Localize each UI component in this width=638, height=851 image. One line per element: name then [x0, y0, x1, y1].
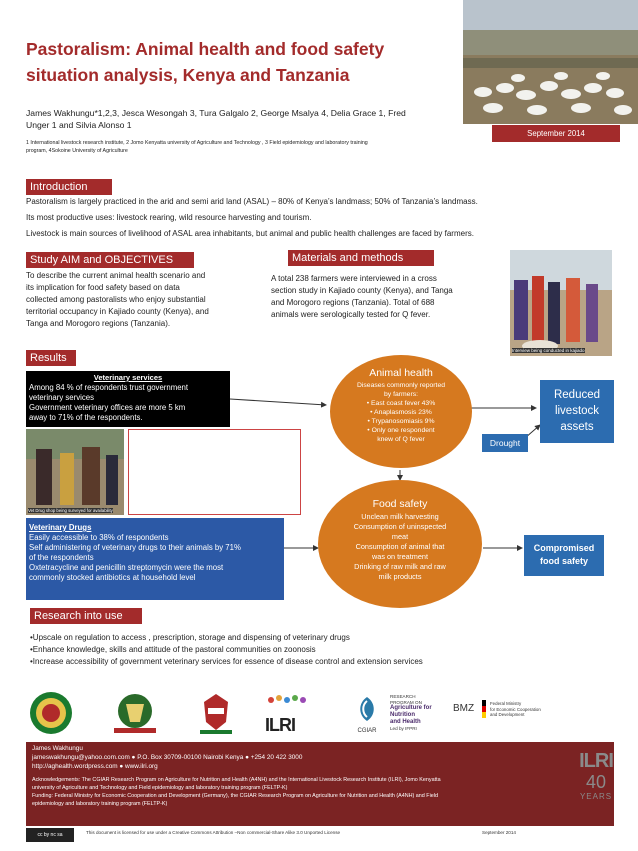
a4nh-text: Nutrition: [390, 712, 415, 718]
date-badge: September 2014: [492, 125, 620, 142]
methods-line: section study in Kajiado county (Kenya), and Tanga: [271, 286, 453, 295]
food-safety-line: was on treatment: [372, 552, 428, 561]
methods-line: and Morogoro regions (Tanzania). Total of 688: [271, 298, 435, 307]
results-heading: Results: [26, 350, 76, 366]
a4nh-text: Agriculture for: [390, 705, 432, 711]
food-safety-line: Consumption of animal that: [355, 542, 445, 551]
vet-drugs-line: of the respondents: [29, 553, 94, 562]
food-safety-line: milk products: [378, 572, 422, 581]
a4nh-text: PROGRAM ON: [390, 699, 422, 705]
a4nh-text: RESEARCH: [390, 694, 416, 699]
title-line-1: Pastoralism: Animal health and food safety: [26, 39, 385, 59]
cc-license-badge: cc by nc sa: [26, 828, 74, 842]
a4nh-text: and Health: [390, 719, 421, 725]
disease-text: Only one respondent: [371, 427, 435, 434]
ilri-40-years-logo: [566, 750, 626, 802]
methods-line: A total 238 farmers were interviewed in a cross: [271, 274, 437, 283]
interview-photo-caption: Interview being conducted in kajiado: [512, 348, 585, 353]
food-safety-line: Unclean milk harvesting: [361, 512, 439, 521]
a4nh-text: Led by IFPRI: [390, 726, 417, 731]
disease-text: Anaplasmosis 23%: [374, 409, 432, 416]
a4nh-logo: [390, 694, 440, 738]
food-safety-line: Drinking of raw milk and raw: [354, 562, 446, 571]
animal-health-sub2: by farmers:: [384, 391, 418, 398]
research-bullet: •Enhance knowledge, skills and attitude of the pastoral communities on zoonosis: [30, 645, 316, 654]
animal-health-sub1: Diseases commonly reported: [356, 382, 446, 389]
vet-services-line: veterinary services: [29, 393, 94, 402]
intro-line-2: Its most productive uses: livestock rearing, wild resource harvesting and tourism.: [26, 213, 312, 222]
disease-item: • Trypanosomiasis 9%: [367, 418, 435, 425]
aim-line: territorial occupancy in Kajiado county (Kenya), and: [26, 307, 209, 316]
food-safety-title: Food safety: [372, 498, 428, 510]
aim-line: collected among pastoralists who enjoy substantial: [26, 295, 206, 304]
ilri-40-number: 40: [585, 772, 607, 792]
vet-services-line: Government veterinary offices are more 5 km: [29, 403, 186, 412]
kenya-coat-of-arms: [196, 690, 236, 736]
footer-ack: university of Agriculture and Technology and Field epidemiology and laboratory training program (FELTP-K): [32, 785, 288, 791]
reduced-livestock-box: [540, 380, 614, 443]
cgiar-text: CGIAR: [357, 728, 377, 734]
disease-text: Trypanosomiasis 9%: [371, 418, 435, 425]
bmz-ministry-text: [490, 701, 560, 718]
ilri-logo: [265, 690, 315, 736]
jkuat-logo: [26, 690, 76, 736]
vet-services-title: Veterinary services: [93, 373, 163, 382]
aim-line: Tanga and Morogoro regions (Tanzania).: [26, 319, 171, 328]
authors-line-1: James Wakhungu*1,2,3, Jesca Wesongah 3, Tura Galgalo 2, George Msalya 4, Delia Grace 1, Fred: [26, 108, 406, 118]
vet-services-line: away to 71% of the respondents.: [29, 413, 143, 422]
bmz-line: and Development: [490, 712, 525, 717]
intro-line-3: Livestock is main sources of livelihood of ASAL area inhabitants, but animal and public health challenges are faced by farmers.: [26, 229, 474, 238]
reduced-line: livestock: [554, 405, 600, 417]
research-bullet: •Increase accessibility of government veterinary services for essence of disease control and extension services: [30, 657, 423, 666]
german-flag-gold: [482, 712, 486, 718]
methods-line: animals were serologically tested for Q fever.: [271, 310, 431, 319]
drought-box: Drought: [482, 434, 528, 452]
disease-item: • East coast fever 43%: [366, 400, 436, 407]
authors-line-2: Unger 1 and Silvia Alonso 1: [26, 120, 132, 130]
vet-services-line: Among 84 % of respondents trust government: [29, 383, 189, 392]
compromised-line: food safety: [539, 556, 588, 566]
title-line-2: situation analysis, Kenya and Tanzania: [26, 65, 350, 85]
food-safety-line: Consumption of uninspected: [353, 522, 447, 531]
drug-shop-caption: Vet Drug shop being surveyed for availability: [28, 508, 113, 513]
affil-line-2: program, 4Sokoine University of Agriculture: [26, 148, 128, 154]
disease-last: knew of Q fever: [377, 436, 425, 443]
ilri-years-text: YEARS: [579, 792, 613, 801]
footer-ack: epidemiology and laboratory training program (FELTP-K): [32, 801, 168, 807]
introduction-heading: Introduction: [26, 179, 112, 195]
affil-line-1: 1 International livestock research institute, 2 Jomo Kenyatta university of Agriculture and Technology , 3 Field epidemiology and laboratory training: [26, 140, 368, 146]
footer-contact: jameswakhungu@yahoo.com.com ● P.O. Box 30709-00100 Nairobi Kenya ● +254 20 422 3000: [32, 754, 303, 761]
disease-item: • Anaplasmosis 23%: [370, 409, 432, 416]
jkuat-emblem: [26, 690, 76, 736]
ilri-logo-text: ILRI: [265, 715, 295, 735]
cgiar-logo: [350, 695, 384, 739]
kenya-arms-art: [196, 690, 236, 736]
footer-contact-box: [26, 742, 614, 826]
footer-name: James Wakhungu: [32, 745, 83, 752]
intro-line-1: Pastoralism is largely practiced in the arid and semi arid land (ASAL) – 80% of Kenya’s landmass; 50% of Tanzania’s landmass.: [26, 197, 478, 206]
bmz-text: BMZ: [453, 703, 475, 714]
food-safety-line: meat: [391, 532, 409, 541]
cgiar-logo-mark: [350, 695, 384, 723]
aim-line: To describe the current animal health scenario and: [26, 271, 206, 280]
research-bullets: [30, 632, 620, 668]
vet-drugs-title: Veterinary Drugs: [29, 523, 92, 532]
animal-health-oval: [330, 355, 472, 468]
methods-heading: Materials and methods: [288, 250, 434, 266]
aim-heading: Study AIM and OBJECTIVES: [26, 252, 194, 268]
ilri-40-text: ILRI: [579, 750, 613, 772]
vet-drugs-line: Easily accessible to 38% of respondents: [29, 533, 169, 542]
research-heading: Research into use: [30, 608, 142, 624]
arrow-services-to-health: [230, 399, 326, 405]
vet-drugs-line: commonly stocked antibiotics at household level: [29, 573, 196, 582]
reduced-line: Reduced: [553, 389, 601, 401]
footer-web: http://aghealth.wordpress.com ● www.ilri.org: [32, 763, 158, 770]
bmz-line: for Economic Cooperation: [490, 706, 541, 712]
footer-ack: Funding: Federal Ministry for Economic Cooperation and Development (Germany), the CGIAR Research Program on Agriculture for Nutrition and Health (A4NH) and Field: [32, 793, 438, 799]
bmz-line: Federal Ministry: [490, 701, 522, 706]
reduced-line: assets: [560, 421, 594, 433]
disease-item: • Only one respondent: [367, 427, 435, 434]
license-date: September 2014: [482, 830, 516, 835]
vet-drugs-line: Oxtetracycline and penicillin streptomycin were the most: [29, 563, 224, 572]
vet-drugs-line: Self administering of veterinary drugs to their animals by 71%: [29, 543, 241, 552]
compromised-food-safety-box: [524, 535, 604, 576]
disease-text: East coast fever 43%: [371, 400, 436, 407]
ilri-logo-mark: [265, 690, 315, 710]
feltp-logo: [104, 690, 166, 736]
aim-line: its implication for food safety based on data: [26, 283, 180, 292]
research-bullet: •Upscale on regulation to access , prescription, storage and dispensing of veterinary drugs: [30, 633, 350, 642]
license-text: This document is licensed for use under a Creative Commons Attribution –Non commercial-Share Alike 3.0 Unported License: [86, 830, 341, 835]
compromised-line: Compromised: [533, 543, 595, 553]
food-safety-oval: [318, 480, 482, 608]
footer-ack: Acknowledgements: The CGIAR Research Program on Agriculture for Nutrition and Health (A4NH) and the International Livestock Research Institute (ILRI), Jomo Kenyatta: [32, 777, 441, 783]
feltp-emblem: [104, 690, 166, 736]
animal-health-title: Animal health: [369, 367, 433, 379]
